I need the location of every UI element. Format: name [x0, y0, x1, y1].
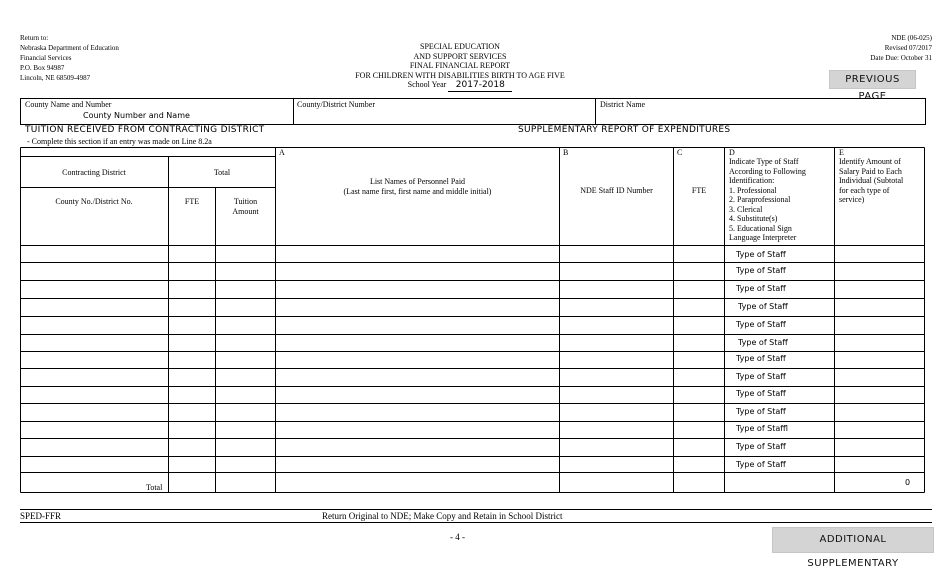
- return-line: Nebraska Department of Education: [20, 44, 119, 52]
- type-of-staff-select[interactable]: Type of Staff: [736, 442, 786, 451]
- tuition-total-label: Total: [146, 483, 163, 492]
- col-e-line: service): [839, 195, 865, 204]
- county-district-label: County/District Number: [297, 100, 375, 109]
- type-of-staff-select[interactable]: Type of Staff: [736, 250, 786, 259]
- col-d-line: Indicate Type of Staff: [729, 157, 799, 166]
- col-e-header: [839, 157, 931, 205]
- tuition-fte-header: FTE: [184, 197, 200, 206]
- type-of-staff-select[interactable]: Type of Staff: [736, 284, 786, 293]
- form-due-date: Date Due: October 31: [870, 54, 932, 62]
- col-d-header: [729, 157, 834, 243]
- col-b-header: NDE Staff ID Number: [580, 186, 653, 195]
- total-header: Total: [213, 168, 231, 177]
- col-d-line: 2. Paraprofessional: [729, 195, 791, 204]
- col-d-line: 3. Clerical: [729, 204, 763, 214]
- title-line-3: FINAL FINANCIAL REPORT: [409, 61, 511, 70]
- return-line: P.O. Box 94987: [20, 64, 65, 72]
- tuition-note: - Complete this section if an entry was made on Line 8.2a: [27, 137, 212, 146]
- col-a-line: List Names of Personnel Paid: [369, 177, 466, 186]
- school-year-label: School Year: [407, 80, 447, 89]
- col-d-line: 5. Educational Sign: [729, 223, 792, 233]
- salary-total-value[interactable]: 0: [905, 478, 911, 487]
- type-of-staff-select[interactable]: Type of Staff: [736, 354, 786, 363]
- col-b-letter: B: [563, 148, 569, 157]
- col-e-line: Individual (Subtotal: [839, 176, 904, 185]
- type-of-staff-select[interactable]: Type of Staff: [736, 320, 786, 329]
- type-of-staff-select[interactable]: Type of Staff: [736, 266, 786, 275]
- county-value: County Number and Name: [83, 111, 190, 120]
- type-of-staff-select[interactable]: Type of Staff: [738, 338, 788, 347]
- col-a-letter: A: [279, 148, 285, 157]
- supplementary-heading: SUPPLEMENTARY REPORT OF EXPENDITURES: [518, 125, 731, 135]
- type-of-staff-select[interactable]: Type of Staff: [738, 302, 788, 311]
- previous-page-button[interactable]: PREVIOUS PAGE: [829, 70, 916, 89]
- col-d-line: 1. Professional: [729, 185, 777, 195]
- tuition-amount-header: [216, 197, 275, 216]
- tuition-amount-line: Tuition: [233, 197, 258, 206]
- type-of-staff-select[interactable]: Type of Staff: [736, 389, 786, 398]
- col-e-line: Salary Paid to Each: [839, 166, 902, 176]
- col-e-line: for each type of: [839, 185, 890, 195]
- col-d-line: 4. Substitute(s): [729, 214, 778, 223]
- form-revised: Revised 07/2017: [884, 44, 932, 52]
- footer-instruction: Return Original to NDE; Make Copy and Retain in School District: [322, 511, 563, 521]
- page-number: - 4 -: [450, 532, 465, 542]
- title-line-1: SPECIAL EDUCATION: [420, 42, 500, 51]
- type-of-staff-select[interactable]: Type of Staff: [736, 407, 786, 416]
- district-name-label: District Name: [600, 100, 646, 109]
- additional-supplementary-button[interactable]: ADDITIONAL SUPPLEMENTARY: [772, 527, 934, 553]
- form-code: NDE (06-025): [891, 34, 932, 42]
- col-d-letter: D: [729, 148, 735, 157]
- return-line: Financial Services: [20, 54, 72, 62]
- col-e-line: Identify Amount of: [839, 157, 901, 166]
- col-e-letter: E: [839, 148, 844, 157]
- col-d-line: According to Following: [729, 166, 806, 176]
- title-line-2: AND SUPPORT SERVICES: [413, 51, 507, 61]
- col-d-line: Identification:: [729, 176, 775, 185]
- col-d-line: Language Interpreter: [729, 233, 797, 242]
- type-of-staff-select[interactable]: Type of Staff: [736, 372, 786, 381]
- tuition-heading: TUITION RECEIVED FROM CONTRACTING DISTRICT: [25, 125, 265, 135]
- col-c-header: FTE: [691, 186, 707, 195]
- tuition-amount-line: Amount: [232, 206, 259, 216]
- return-line: Return to:: [20, 34, 49, 42]
- county-label: County Name and Number: [25, 100, 112, 109]
- type-of-staff-select[interactable]: Type of Staff: [736, 460, 786, 469]
- footer-bar: [20, 509, 932, 523]
- county-district-no-header: County No./District No.: [55, 197, 133, 206]
- type-of-staff-select[interactable]: Type of Staffl: [736, 424, 789, 433]
- col-c-letter: C: [677, 148, 683, 157]
- return-line: Lincoln, NE 68509-4987: [20, 74, 91, 82]
- contracting-district-header: Contracting District: [62, 168, 126, 177]
- school-year-input[interactable]: 2017-2018: [448, 81, 512, 92]
- title-line-4: FOR CHILDREN WITH DISABILITIES BIRTH TO AGE FIVE: [355, 70, 565, 80]
- col-a-header: [276, 177, 559, 196]
- col-a-line: (Last name first, first name and middle initial): [343, 186, 492, 196]
- form-id: SPED-FFR: [20, 511, 62, 521]
